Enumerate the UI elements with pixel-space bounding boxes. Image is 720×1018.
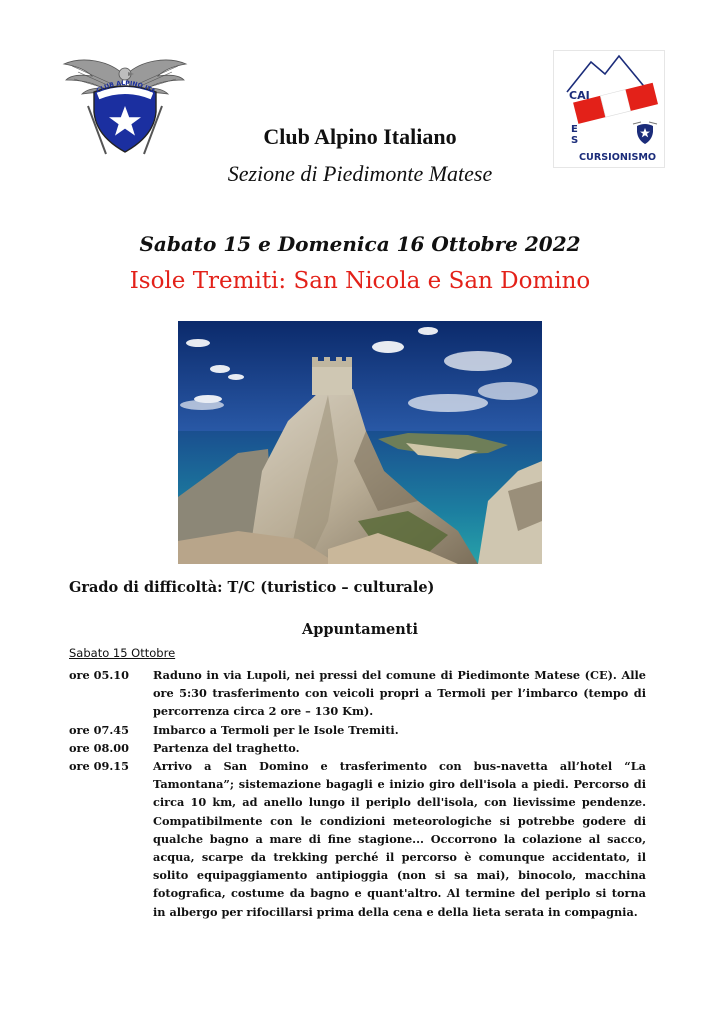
schedule-item [69,721,646,739]
event-title: Isole Tremiti: San Nicola e San Domino [129,268,591,294]
event-date: Sabato 15 e Domenica 16 Ottobre 2022 [139,232,581,256]
cai-escursionismo-logo-icon [553,50,665,168]
schedule-text: Partenza del traghetto. [153,740,300,755]
schedule-item [69,666,646,721]
schedule-item [69,739,646,757]
schedule-time: ore 09.15 [69,759,129,774]
schedule-text: Arrivo a San Domino e trasferimento con bus-navetta all’hotel “La Tamontana”; sistemazione bagagli e inizio giro dell'isola a piedi. Percorso di circa 10 km, ad anello lungo il periplo dell'isola, con lievissime pendenze. Compatibilmente con le condizioni meteorologiche si potrebbe godere di qualche bagno a mare di fine stagione... Occorrono la colazione al sacco, acqua, scarpe da trekking perché il percorso è comunque accidentato, il solito equipaggiamento antipioggia (non si sa mai), binocolo, macchina fotografica, costume da bagno e quant'altro. Al termine del periplo si torna in albergo per rifocillarsi prima della cena e della lieta serata in compagnia. [153,759,646,919]
day-heading: Sabato 15 Ottobre [69,646,176,660]
org-name: Club Alpino Italiano [263,124,457,149]
badge-text: CLUB ALPINO ITA [95,79,157,96]
schedule-time: ore 07.45 [69,722,129,737]
schedule-list [69,666,646,921]
org-section: Sezione di Piedimonte Matese [227,161,493,186]
schedule-text: Imbarco a Termoli per le Isole Tremiti. [153,722,399,737]
schedule-item [69,757,646,921]
schedule-text: Raduno in via Lupoli, nei pressi del comune di Piedimonte Matese (CE). Alle ore 5:30 trasferimento con veicoli propri a Termoli per l’imbarco (tempo di percorrenza circa 2 ore – 130 Km). [153,668,646,719]
logo-s-text: S [571,135,579,146]
tremiti-island-photo [178,321,542,564]
logo-cursionismo-text: CURSIONISMO [579,152,657,163]
schedule-time: ore 08.00 [69,740,129,755]
schedule-time: ore 05.10 [69,668,129,682]
difficulty-level: Grado di difficoltà: T/C (turistico – culturale) [69,579,435,596]
appointments-title: Appuntamenti [301,621,419,638]
logo-e-text: E [571,124,578,135]
logo-cai-text: CAI [569,89,590,102]
